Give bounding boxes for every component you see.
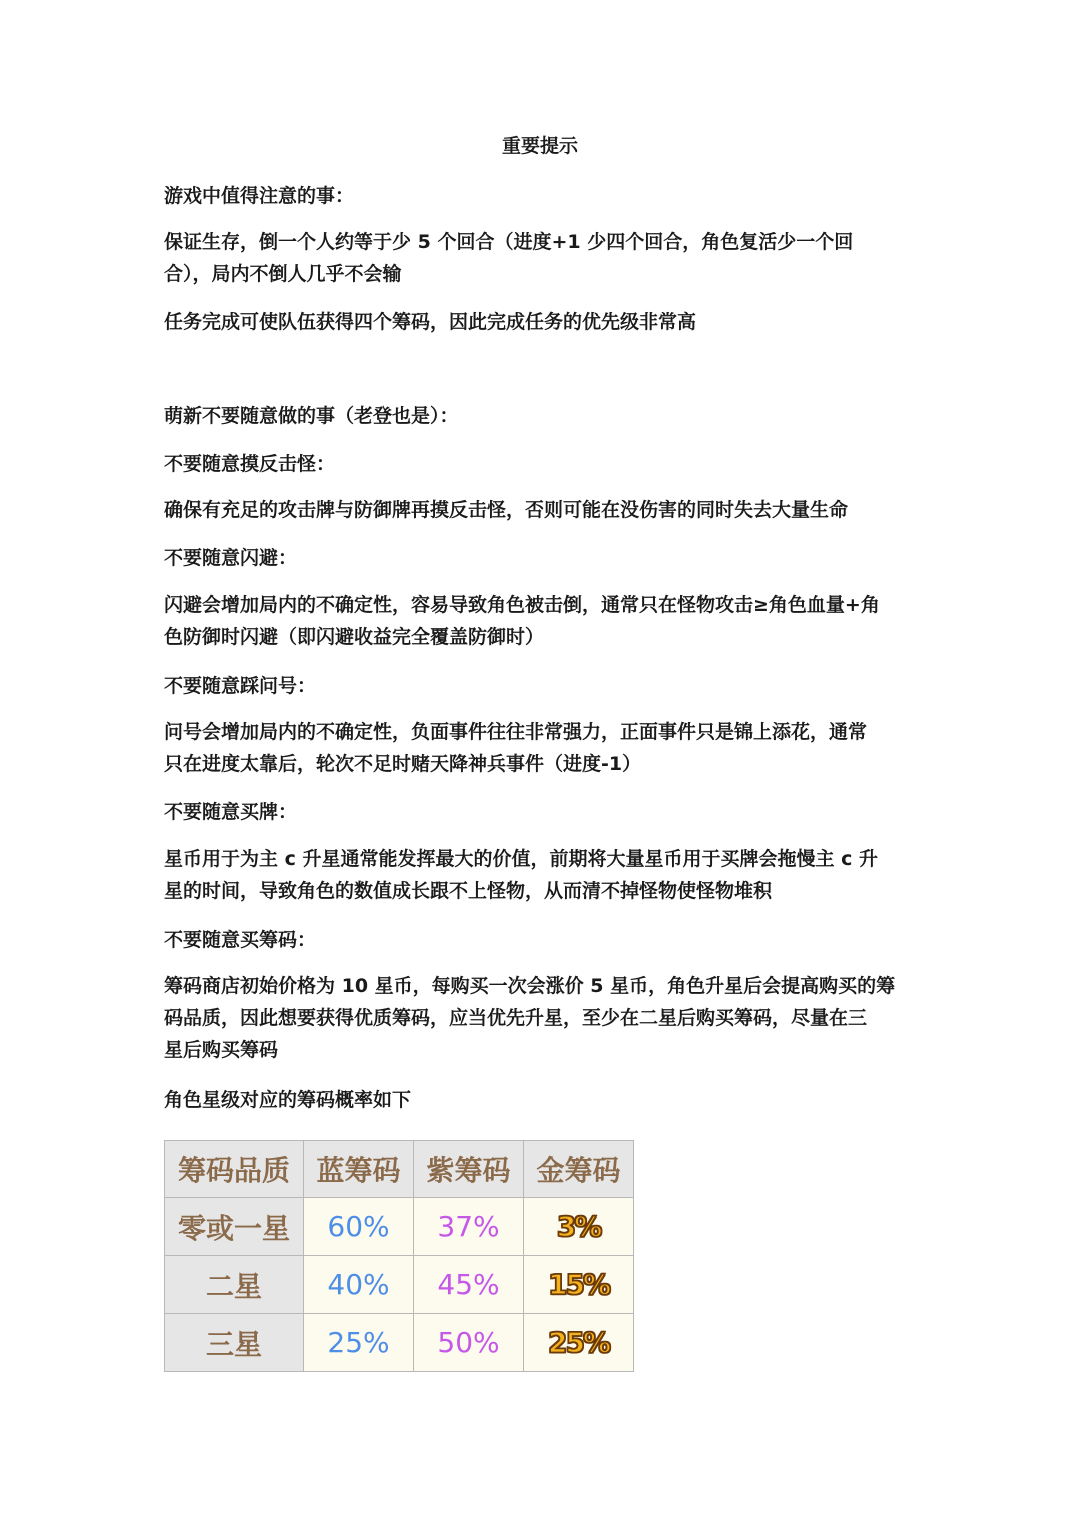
paragraph-line: 只在进度太靠后，轮次不足时赌天降神兵事件（进度-1）	[164, 753, 642, 775]
paragraph-line: 筹码商店初始价格为 10 星币，每购买一次会涨价 5 星币，角色升星后会提高购买的筹	[164, 975, 896, 997]
paragraph-line: 码品质，因此想要获得优质筹码，应当优先升星，至少在二星后购买筹码，尽量在三	[164, 1007, 868, 1029]
table-header-row	[165, 1141, 634, 1198]
subheading-buy-cards: 不要随意买牌：	[164, 801, 298, 823]
paragraph-line: 色防御时闪避（即闪避收益完全覆盖防御时）	[164, 626, 545, 648]
header-purple: 紫筹码	[414, 1141, 524, 1198]
paragraph-dodge	[164, 589, 924, 653]
header-gold: 金筹码	[524, 1141, 634, 1198]
purple-rate: 37%	[414, 1198, 524, 1256]
gold-rate: 25%	[524, 1314, 634, 1372]
table-caption: 角色星级对应的筹码概率如下	[164, 1089, 412, 1111]
paragraph-tasks: 任务完成可使队伍获得四个筹码，因此完成任务的优先级非常高	[164, 311, 697, 333]
page-title: 重要提示	[501, 135, 578, 157]
subheading-question-mark: 不要随意踩问号：	[164, 675, 317, 697]
paragraph-survival	[164, 226, 924, 290]
paragraph-line: 保证生存，倒一个人约等于少 5 个回合（进度+1 少四个回合，角色复活少一个回	[164, 231, 854, 253]
paragraph-line: 星币用于为主 c 升星通常能发挥最大的价值，前期将大量星币用于买牌会拖慢主 c 升	[164, 848, 878, 870]
purple-rate: 50%	[414, 1314, 524, 1372]
section-heading-notes: 游戏中值得注意的事：	[164, 185, 355, 207]
row-label: 三星	[165, 1314, 304, 1372]
purple-rate: 45%	[414, 1256, 524, 1314]
paragraph-counter-monsters: 确保有充足的攻击牌与防御牌再摸反击怪，否则可能在没伤害的同时失去大量生命	[164, 499, 849, 521]
row-label: 零或一星	[165, 1198, 304, 1256]
paragraph-line: 合），局内不倒人几乎不会输	[164, 263, 402, 285]
table-row	[165, 1256, 634, 1314]
subheading-dodge: 不要随意闪避：	[164, 547, 298, 569]
subheading-counter-monsters: 不要随意摸反击怪：	[164, 453, 336, 475]
gold-rate: 3%	[524, 1198, 634, 1256]
blue-rate: 60%	[304, 1198, 414, 1256]
chip-probability-table	[164, 1140, 634, 1372]
table-row	[165, 1314, 634, 1372]
paragraph-line: 星后购买筹码	[164, 1039, 279, 1061]
header-quality: 筹码品质	[165, 1141, 304, 1198]
paragraph-buy-chips	[164, 970, 924, 1066]
paragraph-buy-cards	[164, 843, 924, 907]
table-row	[165, 1198, 634, 1256]
paragraph-question-mark	[164, 716, 924, 780]
paragraph-line: 星的时间，导致角色的数值成长跟不上怪物，从而清不掉怪物使怪物堆积	[164, 880, 773, 902]
row-label: 二星	[165, 1256, 304, 1314]
paragraph-line: 闪避会增加局内的不确定性，容易导致角色被击倒，通常只在怪物攻击≥角色血量+角	[164, 594, 880, 616]
section-heading-donts: 萌新不要随意做的事（老登也是）：	[164, 405, 459, 427]
blue-rate: 40%	[304, 1256, 414, 1314]
blue-rate: 25%	[304, 1314, 414, 1372]
gold-rate: 15%	[524, 1256, 634, 1314]
paragraph-line: 问号会增加局内的不确定性，负面事件往往非常强力，正面事件只是锦上添花，通常	[164, 721, 868, 743]
subheading-buy-chips: 不要随意买筹码：	[164, 929, 317, 951]
header-blue: 蓝筹码	[304, 1141, 414, 1198]
